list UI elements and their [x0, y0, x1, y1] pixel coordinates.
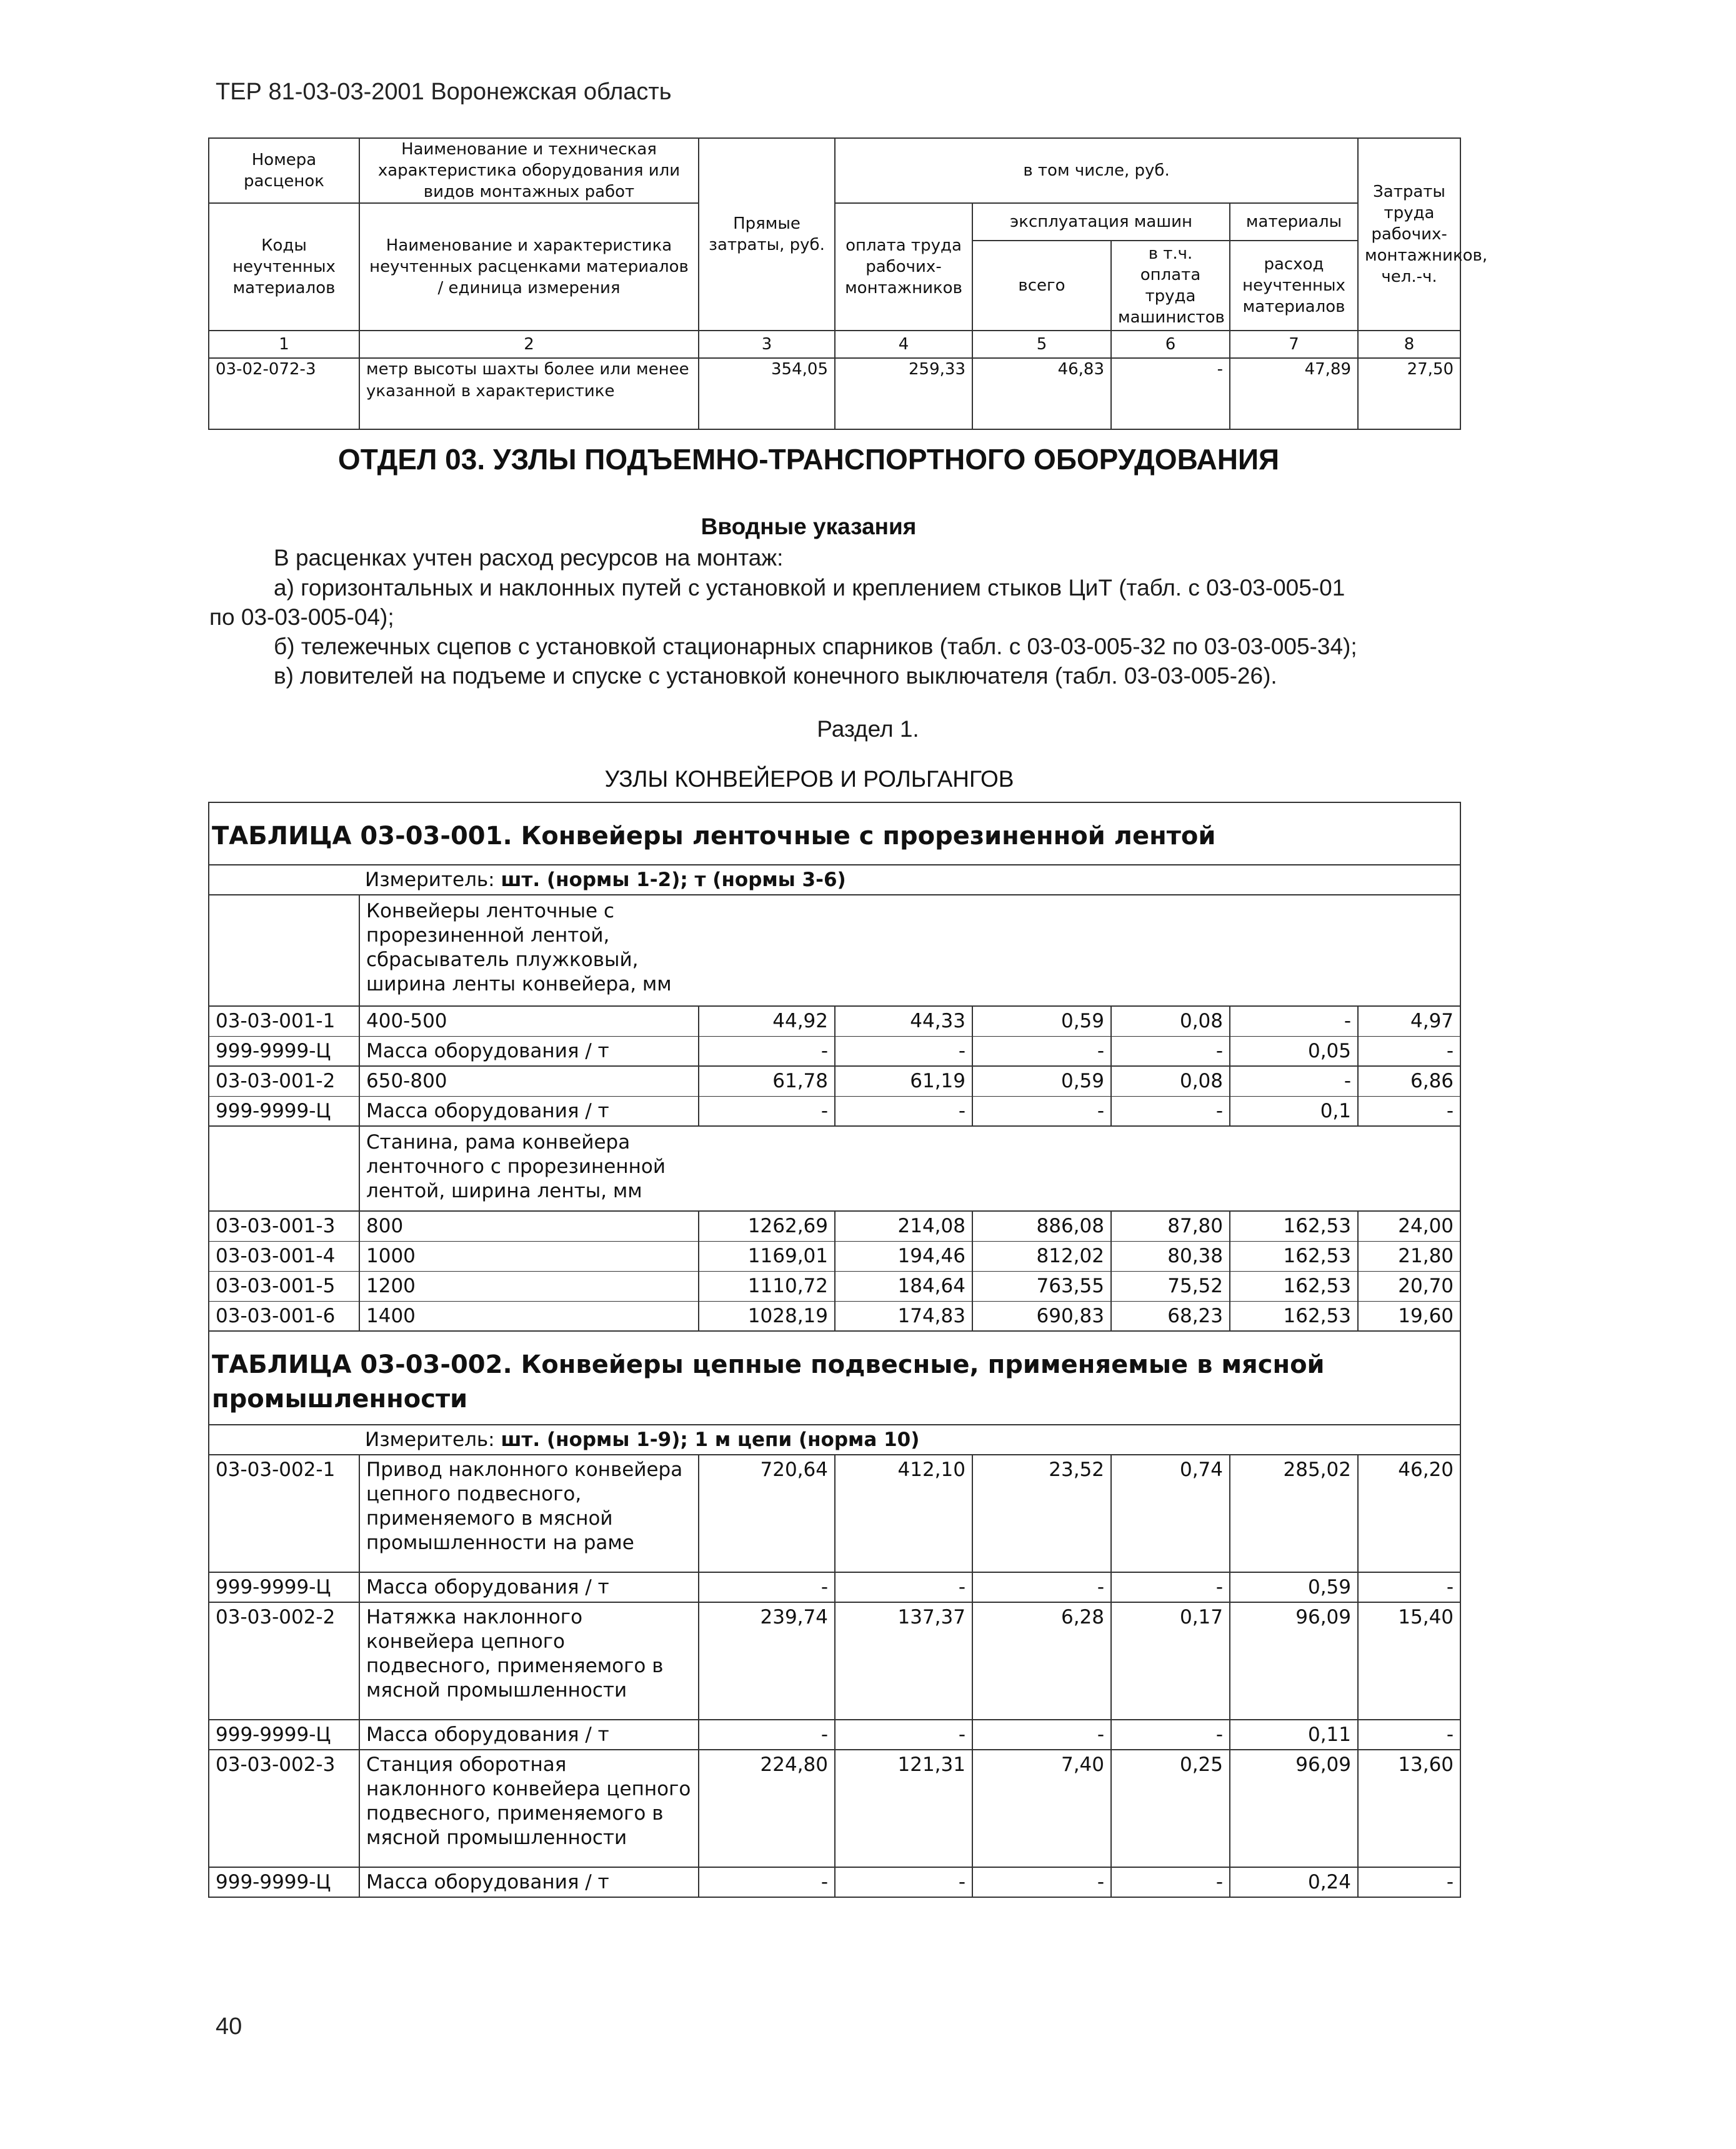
machines-total: -	[972, 1036, 1111, 1066]
table-measure: Измеритель: шт. (нормы 1-9); 1 м цепи (норма 10)	[209, 1425, 1460, 1455]
direct-costs: -	[699, 1096, 835, 1126]
column-number: 8	[1358, 331, 1460, 358]
machines-total: -	[972, 1867, 1111, 1897]
table-row	[209, 1455, 1460, 1572]
operator-pay: -	[1111, 358, 1230, 429]
header-including: в том числе, руб.	[835, 138, 1358, 203]
column-number: 4	[835, 331, 972, 358]
rate-code: 03-03-001-6	[209, 1301, 359, 1331]
table-row	[209, 1036, 1460, 1066]
direct-costs: 720,64	[699, 1455, 835, 1572]
column-number: 3	[699, 331, 835, 358]
materials: 96,09	[1230, 1602, 1358, 1720]
materials: 0,05	[1230, 1036, 1358, 1066]
material-code: 999-9999-Ц	[209, 1096, 359, 1126]
table-row	[209, 1241, 1460, 1271]
operator-pay: 0,17	[1111, 1602, 1230, 1720]
machines-total: 886,08	[972, 1211, 1111, 1241]
worker-pay: 412,10	[835, 1455, 972, 1572]
table-title: ТАБЛИЦА 03-03-002. Конвейеры цепные подвесные, применяемые в мясной промышленности	[209, 1331, 1460, 1425]
table-row	[209, 1096, 1460, 1126]
rate-description: Привод наклонного конвейера цепного подвесного, применяемого в мясной промышленности на раме	[359, 1455, 699, 1572]
machines-total: 690,83	[972, 1301, 1111, 1331]
razdel-label: Раздел 1.	[817, 716, 919, 742]
top-rates-table	[208, 137, 1488, 430]
machines-total: 0,59	[972, 1006, 1111, 1036]
column-number: 1	[209, 331, 359, 358]
worker-pay: 214,08	[835, 1211, 972, 1241]
operator-pay: -	[1111, 1720, 1230, 1750]
header-materials: материалы	[1230, 203, 1358, 241]
operator-pay: 87,80	[1111, 1211, 1230, 1241]
material-code: 999-9999-Ц	[209, 1720, 359, 1750]
table-row	[209, 1301, 1460, 1331]
rate-code: 03-03-001-3	[209, 1211, 359, 1241]
header-direct-costs: Прямые затраты, руб.	[699, 138, 835, 331]
rate-description: метр высоты шахты более или менее указанной в характеристике	[359, 358, 699, 429]
running-header: ТЕР 81-03-03-2001 Воронежская область	[216, 79, 672, 105]
rate-description: 1000	[359, 1241, 699, 1271]
section-title: ОТДЕЛ 03. УЗЛЫ ПОДЪЕМНО-ТРАНСПОРТНОГО ОБОРУДОВАНИЯ	[337, 443, 1280, 476]
direct-costs: 1028,19	[699, 1301, 835, 1331]
material-description: Масса оборудования / т	[359, 1036, 699, 1066]
materials: 162,53	[1230, 1301, 1358, 1331]
rates-tables	[208, 802, 1461, 1898]
machines-total: 763,55	[972, 1271, 1111, 1301]
labor-costs: 15,40	[1358, 1602, 1460, 1720]
materials: 162,53	[1230, 1271, 1358, 1301]
machines-total: -	[972, 1572, 1111, 1602]
rate-code: 03-03-001-2	[209, 1066, 359, 1096]
column-number: 6	[1111, 331, 1230, 358]
intro-item-a-cont: по 03-03-005-04);	[209, 604, 394, 630]
machines-total: -	[972, 1096, 1111, 1126]
column-number: 2	[359, 331, 699, 358]
machines-total: 46,83	[972, 358, 1111, 429]
rate-code: 03-03-001-4	[209, 1241, 359, 1271]
operator-pay: -	[1111, 1096, 1230, 1126]
table-row	[209, 1602, 1460, 1720]
direct-costs: 224,80	[699, 1750, 835, 1867]
operator-pay: 68,23	[1111, 1301, 1230, 1331]
table-measure: Измеритель: шт. (нормы 1-2); т (нормы 3-6)	[209, 865, 1460, 895]
direct-costs: -	[699, 1720, 835, 1750]
worker-pay: 174,83	[835, 1301, 972, 1331]
materials: -	[1230, 1066, 1358, 1096]
razdel-title: УЗЛЫ КОНВЕЙЕРОВ И РОЛЬГАНГОВ	[604, 766, 1014, 792]
direct-costs: 1262,69	[699, 1211, 835, 1241]
machines-total: 6,28	[972, 1602, 1111, 1720]
table-row	[209, 1006, 1460, 1036]
labor-costs: 21,80	[1358, 1241, 1460, 1271]
header-material-consumption: расход неучтенных материалов	[1230, 241, 1358, 331]
rate-description: 1400	[359, 1301, 699, 1331]
intro-item-a: а) горизонтальных и наклонных путей с установкой и креплением стыков ЦиТ (табл. с 03-03-005-01	[274, 575, 1345, 601]
operator-pay: -	[1111, 1036, 1230, 1066]
material-description: Масса оборудования / т	[359, 1096, 699, 1126]
labor-costs: 19,60	[1358, 1301, 1460, 1331]
worker-pay: 44,33	[835, 1006, 972, 1036]
materials: 0,24	[1230, 1867, 1358, 1897]
rate-code: 03-03-002-2	[209, 1602, 359, 1720]
direct-costs: -	[699, 1867, 835, 1897]
materials: 0,11	[1230, 1720, 1358, 1750]
header-equipment-name: Наименование и техническая характеристика оборудования или видов монтажных работ	[359, 138, 699, 203]
operator-pay: 0,08	[1111, 1006, 1230, 1036]
material-description: Масса оборудования / т	[359, 1720, 699, 1750]
header-machine-operation: эксплуатация машин	[972, 203, 1230, 241]
materials: 162,53	[1230, 1241, 1358, 1271]
materials: 47,89	[1230, 358, 1358, 429]
header-rate-numbers: Номера расценок	[209, 138, 359, 203]
worker-pay: -	[835, 1867, 972, 1897]
direct-costs: 239,74	[699, 1602, 835, 1720]
intro-item-b: б) тележечных сцепов с установкой стационарных спарников (табл. с 03-03-005-32 по 03-03-005-34);	[274, 634, 1357, 659]
table-title: ТАБЛИЦА 03-03-001. Конвейеры ленточные с прорезиненной лентой	[209, 802, 1460, 865]
machines-total: 23,52	[972, 1455, 1111, 1572]
labor-costs: -	[1358, 1572, 1460, 1602]
direct-costs: -	[699, 1036, 835, 1066]
header-machines-total: всего	[972, 241, 1111, 331]
table-row	[209, 358, 1460, 429]
worker-pay: 259,33	[835, 358, 972, 429]
intro-item-c: в) ловителей на подъеме и спуске с установкой конечного выключателя (табл. 03-03-005-26).	[274, 663, 1277, 689]
labor-costs: -	[1358, 1036, 1460, 1066]
labor-costs: 13,60	[1358, 1750, 1460, 1867]
material-code: 999-9999-Ц	[209, 1036, 359, 1066]
rate-code: 03-03-001-5	[209, 1271, 359, 1301]
worker-pay: -	[835, 1572, 972, 1602]
worker-pay: -	[835, 1720, 972, 1750]
rate-code: 03-03-002-3	[209, 1750, 359, 1867]
worker-pay: 137,37	[835, 1602, 972, 1720]
operator-pay: 80,38	[1111, 1241, 1230, 1271]
direct-costs: 61,78	[699, 1066, 835, 1096]
material-description: Масса оборудования / т	[359, 1867, 699, 1897]
labor-costs: 24,00	[1358, 1211, 1460, 1241]
table-row	[209, 1271, 1460, 1301]
operator-pay: 0,25	[1111, 1750, 1230, 1867]
direct-costs: 1169,01	[699, 1241, 835, 1271]
table-row	[209, 1867, 1460, 1897]
header-material-codes: Коды неучтенных материалов	[209, 203, 359, 331]
direct-costs: -	[699, 1572, 835, 1602]
header-labor-costs: Затраты труда рабочих-монтажников, чел.-ч.	[1358, 138, 1460, 331]
table-row	[209, 1066, 1460, 1096]
labor-costs: 6,86	[1358, 1066, 1460, 1096]
machines-total: 7,40	[972, 1750, 1111, 1867]
page-number: 40	[216, 2013, 242, 2040]
column-number: 7	[1230, 331, 1358, 358]
labor-costs: 27,50	[1358, 358, 1460, 429]
operator-pay: -	[1111, 1867, 1230, 1897]
labor-costs: -	[1358, 1096, 1460, 1126]
labor-costs: 20,70	[1358, 1271, 1460, 1301]
rate-description: 650-800	[359, 1066, 699, 1096]
operator-pay: 0,74	[1111, 1455, 1230, 1572]
worker-pay: 61,19	[835, 1066, 972, 1096]
material-description: Масса оборудования / т	[359, 1572, 699, 1602]
operator-pay: 0,08	[1111, 1066, 1230, 1096]
group-description: Конвейеры ленточные с прорезиненной лентой, сбрасыватель плужковый, ширина ленты конвейера, мм	[359, 895, 1460, 1006]
material-code: 999-9999-Ц	[209, 1572, 359, 1602]
direct-costs: 44,92	[699, 1006, 835, 1036]
materials: 0,59	[1230, 1572, 1358, 1602]
intro-paragraph: В расценках учтен расход ресурсов на монтаж:	[274, 545, 784, 571]
machines-total: -	[972, 1720, 1111, 1750]
table-row	[209, 1572, 1460, 1602]
rate-description: Натяжка наклонного конвейера цепного подвесного, применяемого в мясной промышленности	[359, 1602, 699, 1720]
rate-description: 800	[359, 1211, 699, 1241]
materials: -	[1230, 1006, 1358, 1036]
rate-code: 03-03-001-1	[209, 1006, 359, 1036]
header-worker-pay: оплата труда рабочих-монтажников	[835, 203, 972, 331]
direct-costs: 1110,72	[699, 1271, 835, 1301]
materials: 285,02	[1230, 1455, 1358, 1572]
worker-pay: 121,31	[835, 1750, 972, 1867]
group-description: Станина, рама конвейера ленточного с прорезиненной лентой, ширина ленты, мм	[359, 1126, 1460, 1211]
rate-code: 03-03-002-1	[209, 1455, 359, 1572]
table-row	[209, 1720, 1460, 1750]
materials: 96,09	[1230, 1750, 1358, 1867]
machines-total: 812,02	[972, 1241, 1111, 1271]
operator-pay: -	[1111, 1572, 1230, 1602]
worker-pay: -	[835, 1036, 972, 1066]
worker-pay: -	[835, 1096, 972, 1126]
header-material-names: Наименование и характеристика неучтенных расценками материалов / единица измерения	[359, 203, 699, 331]
labor-costs: 4,97	[1358, 1006, 1460, 1036]
table-row	[209, 1211, 1460, 1241]
intro-heading: Вводные указания	[701, 514, 917, 539]
machines-total: 0,59	[972, 1066, 1111, 1096]
labor-costs: 46,20	[1358, 1455, 1460, 1572]
labor-costs: -	[1358, 1867, 1460, 1897]
direct-costs: 354,05	[699, 358, 835, 429]
rate-description: 1200	[359, 1271, 699, 1301]
materials: 0,1	[1230, 1096, 1358, 1126]
column-number: 5	[972, 331, 1111, 358]
labor-costs: -	[1358, 1720, 1460, 1750]
materials: 162,53	[1230, 1211, 1358, 1241]
worker-pay: 194,46	[835, 1241, 972, 1271]
rate-description: Станция оборотная наклонного конвейера цепного подвесного, применяемого в мясной промышленности	[359, 1750, 699, 1867]
worker-pay: 184,64	[835, 1271, 972, 1301]
table-row	[209, 1750, 1460, 1867]
rate-description: 400-500	[359, 1006, 699, 1036]
header-operator-pay: в т.ч. оплата труда машинистов	[1111, 241, 1230, 331]
rate-code: 03-02-072-3	[209, 358, 359, 429]
operator-pay: 75,52	[1111, 1271, 1230, 1301]
material-code: 999-9999-Ц	[209, 1867, 359, 1897]
